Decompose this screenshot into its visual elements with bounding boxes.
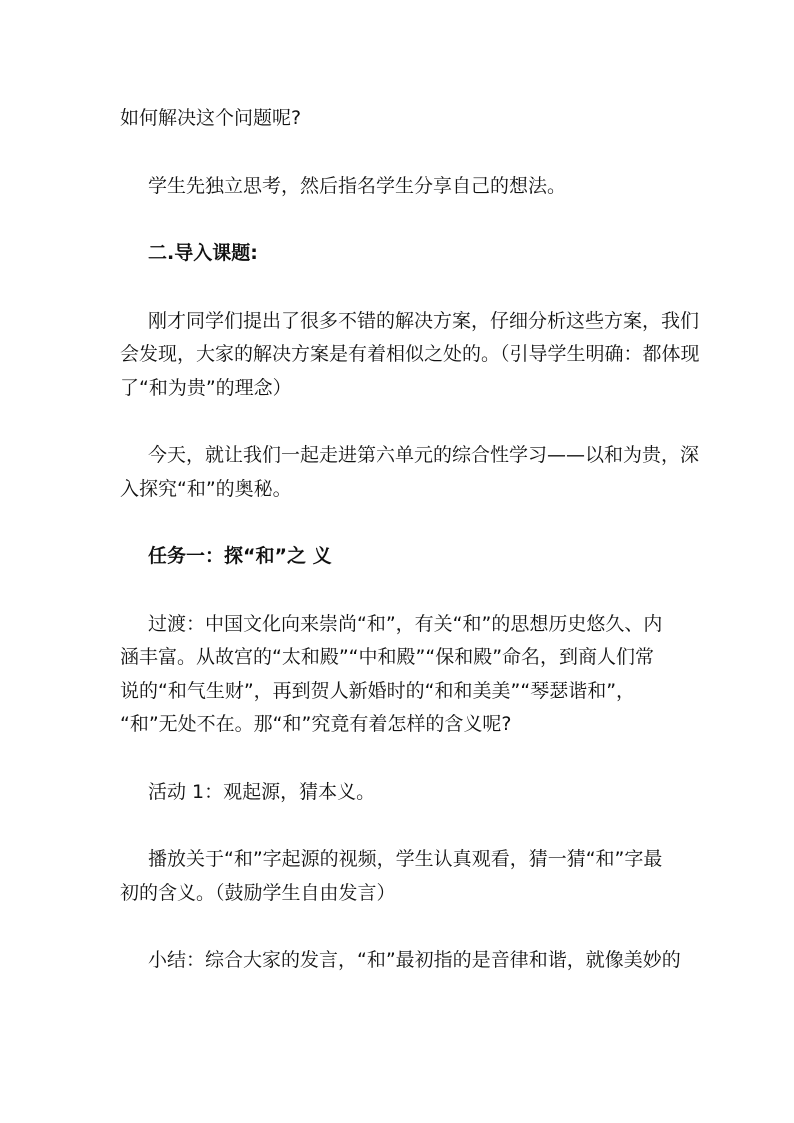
text-line: 涵丰富。从故宫的“太和殿”“中和殿”“保和殿”命名，到商人们常	[120, 646, 655, 668]
paragraph-question	[120, 102, 674, 136]
paragraph-student-thinking	[120, 170, 674, 204]
text-line: 刚才同学们提出了很多不错的解决方案，仔细分析这些方案，我们	[148, 309, 700, 332]
text-line: 学生先独立思考，然后指名学生分享自己的想法。	[148, 174, 567, 197]
text-line: 活动 1：观起源，猜本义。	[148, 780, 376, 803]
text-line: 如何解决这个问题呢?	[120, 107, 302, 129]
paragraph-today	[120, 439, 700, 506]
section-heading-task-one	[120, 540, 674, 574]
text-line: 小结：综合大家的发言，“和”最初指的是音律和谐，就像美妙的	[148, 949, 681, 971]
text-line: 播放关于“和”字起源的视频，学生认真观看，猜一猜“和”字最	[148, 848, 663, 870]
text-line: 过渡：中国文化向来崇尚“和”，有关“和”的思想历史悠久、内	[148, 612, 663, 635]
section-heading-intro	[120, 237, 674, 271]
text-line: 初的含义。（鼓励学生自由发言）	[120, 881, 396, 904]
text-line: 会发现，大家的解决方案是有着相似之处的。（引导学生明确：都体现	[120, 343, 700, 365]
heading-text: 任务一：探“和”之 义	[148, 545, 332, 567]
paragraph-video	[120, 843, 674, 910]
paragraph-solutions	[120, 305, 700, 406]
text-line: 了“和为贵”的理念）	[120, 376, 292, 399]
paragraph-transition	[120, 608, 674, 742]
heading-text: 二.导入课题:	[148, 242, 258, 264]
text-line: “和”无处不在。那“和”究竟有着怎样的含义呢?	[120, 713, 512, 735]
text-line: 说的“和气生财”，再到贺人新婚时的“和和美美”“琴瑟谐和”，	[120, 679, 636, 702]
text-line: 入探究“和”的奥秘。	[120, 477, 292, 500]
text-line: 今天，就让我们一起走进第六单元的综合性学习——以和为贵，深	[148, 444, 700, 466]
paragraph-summary	[120, 944, 681, 978]
paragraph-activity-one	[120, 776, 674, 810]
